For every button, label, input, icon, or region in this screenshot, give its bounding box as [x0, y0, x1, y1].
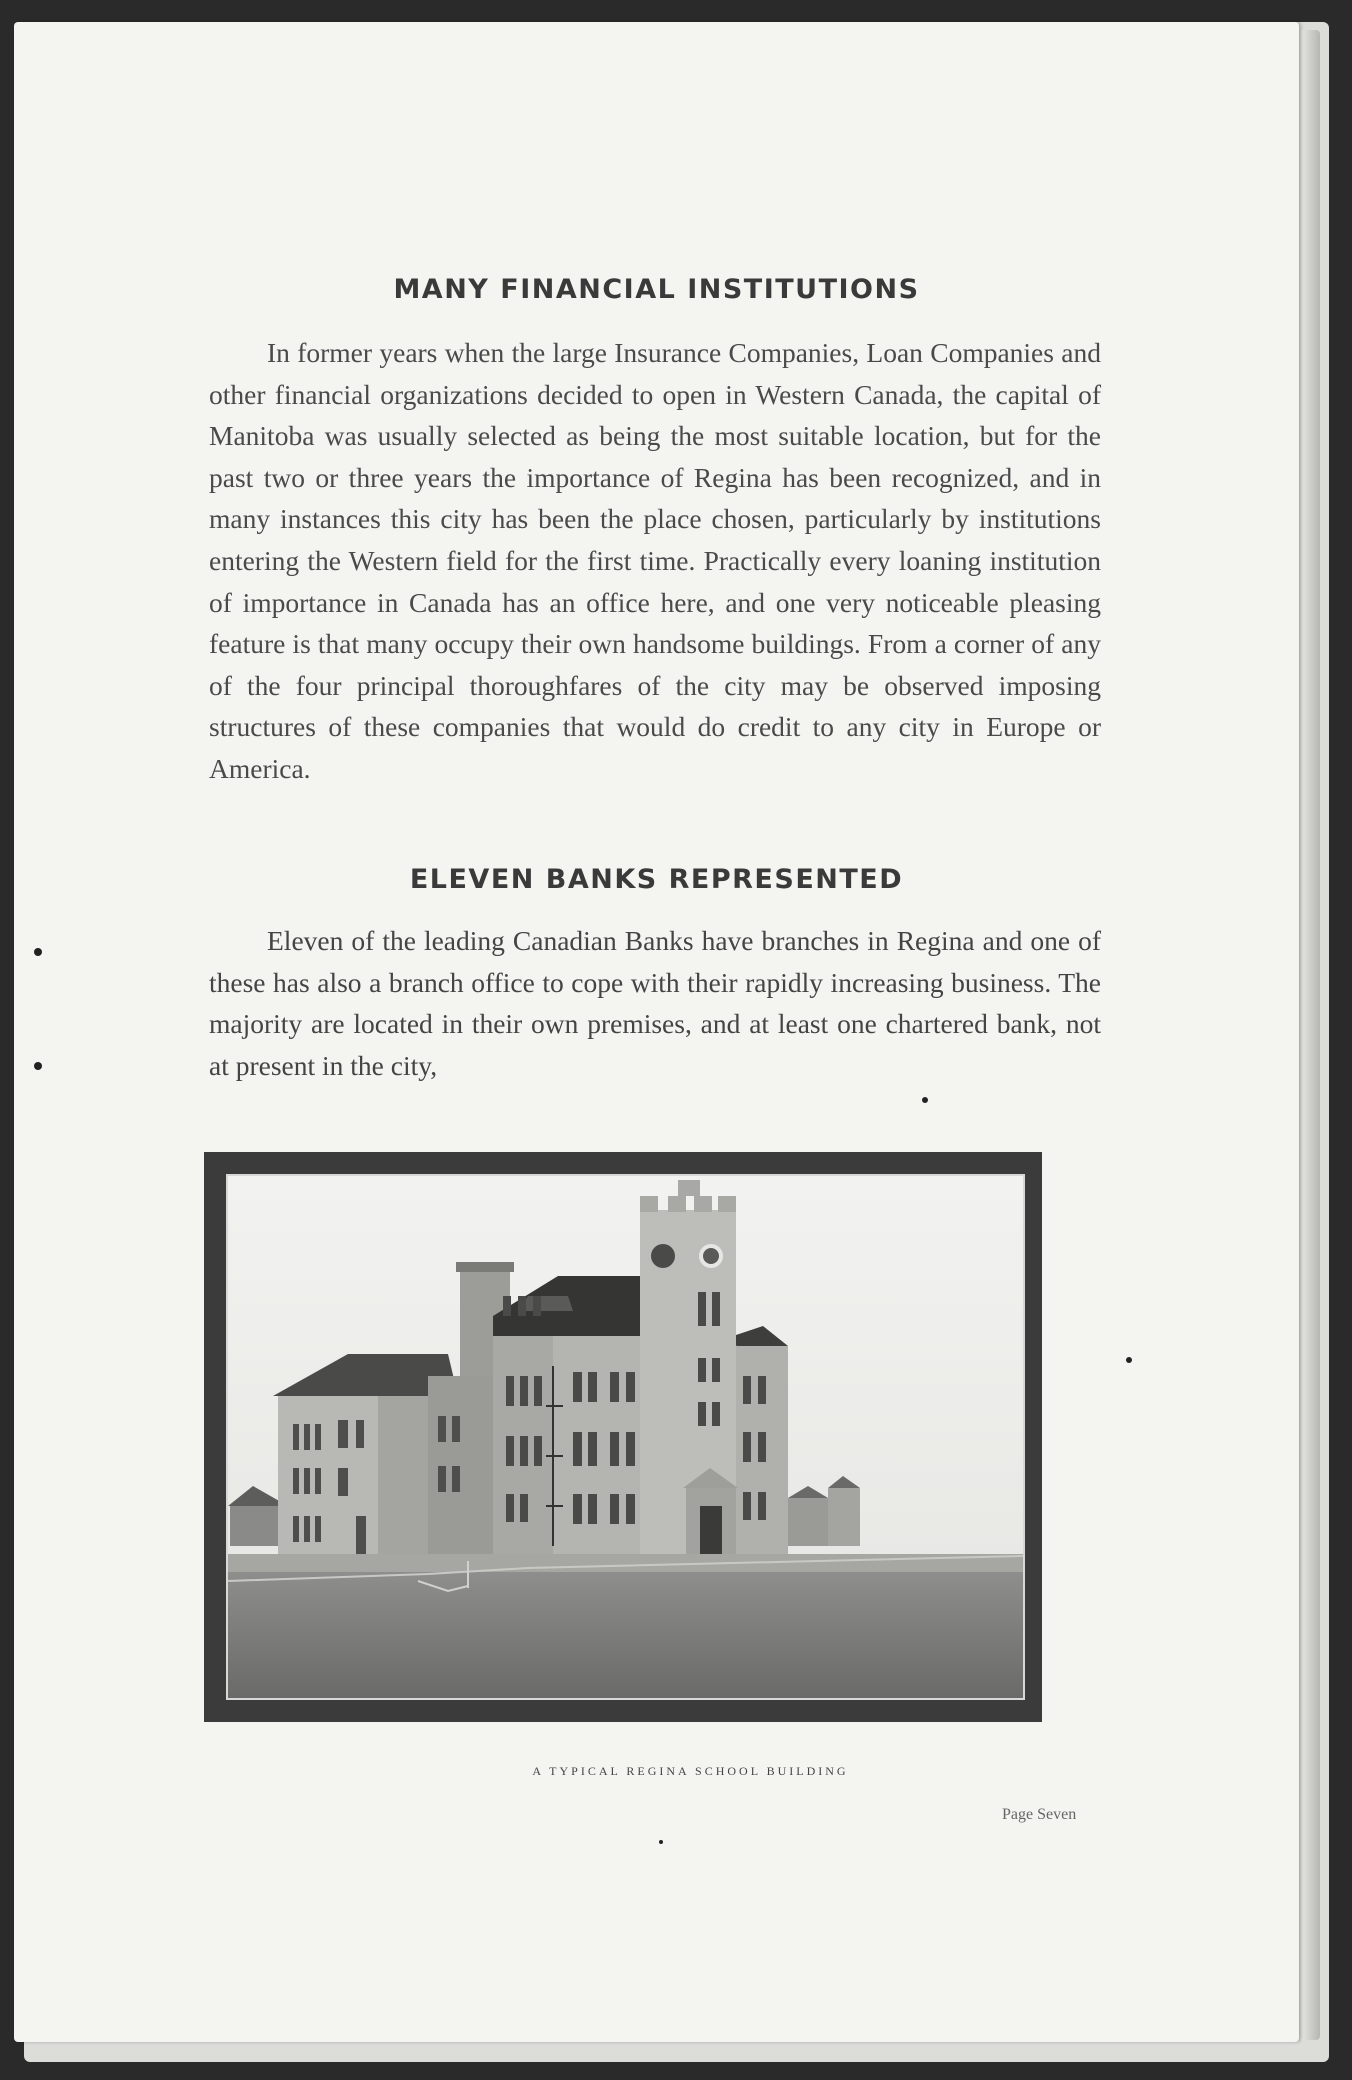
ink-speck — [922, 1097, 928, 1103]
binding-mark — [34, 1062, 42, 1070]
ink-speck — [659, 1840, 663, 1844]
school-building-illustration — [228, 1176, 1023, 1698]
photo-caption: A TYPICAL REGINA SCHOOL BUILDING — [532, 1764, 849, 1778]
section-paragraph: Eleven of the leading Canadian Banks have branches in Regina and one of these has also a branch office to cope with their rapidly increasing business. The majority are located in their own premises, and at least one chartered bank, not at present in the city, — [209, 925, 1101, 1081]
book-page — [14, 22, 1299, 2042]
section-heading: ELEVEN BANKS REPRESENTED — [409, 864, 904, 895]
ink-speck — [1126, 1357, 1132, 1363]
section-paragraph: In former years when the large Insurance Companies, Loan Companies and other financial organizations decided to open in Western Canada, the capital of Manitoba was usually selected as being the most suitable location, but for the past two or three years the importance of Regina has been recognized, and in many instances this city has been the place chosen, particularly by institutions entering the Western field for the first time. Practically every loaning institution of importance in Canada has an office here, and one very noticeable pleasing feature is that many occupy their own handsome buildings. From a corner of any of the four principal thoroughfares of the city may be observed imposing structures of these companies that would do credit to any city in Europe or America. — [209, 337, 1101, 784]
page-number: Page Seven — [1002, 1806, 1077, 1823]
binding-mark — [34, 948, 42, 956]
section-heading: MANY FINANCIAL INSTITUTIONS — [393, 274, 920, 305]
school-photograph — [204, 1152, 1042, 1722]
photo-image — [226, 1174, 1025, 1700]
